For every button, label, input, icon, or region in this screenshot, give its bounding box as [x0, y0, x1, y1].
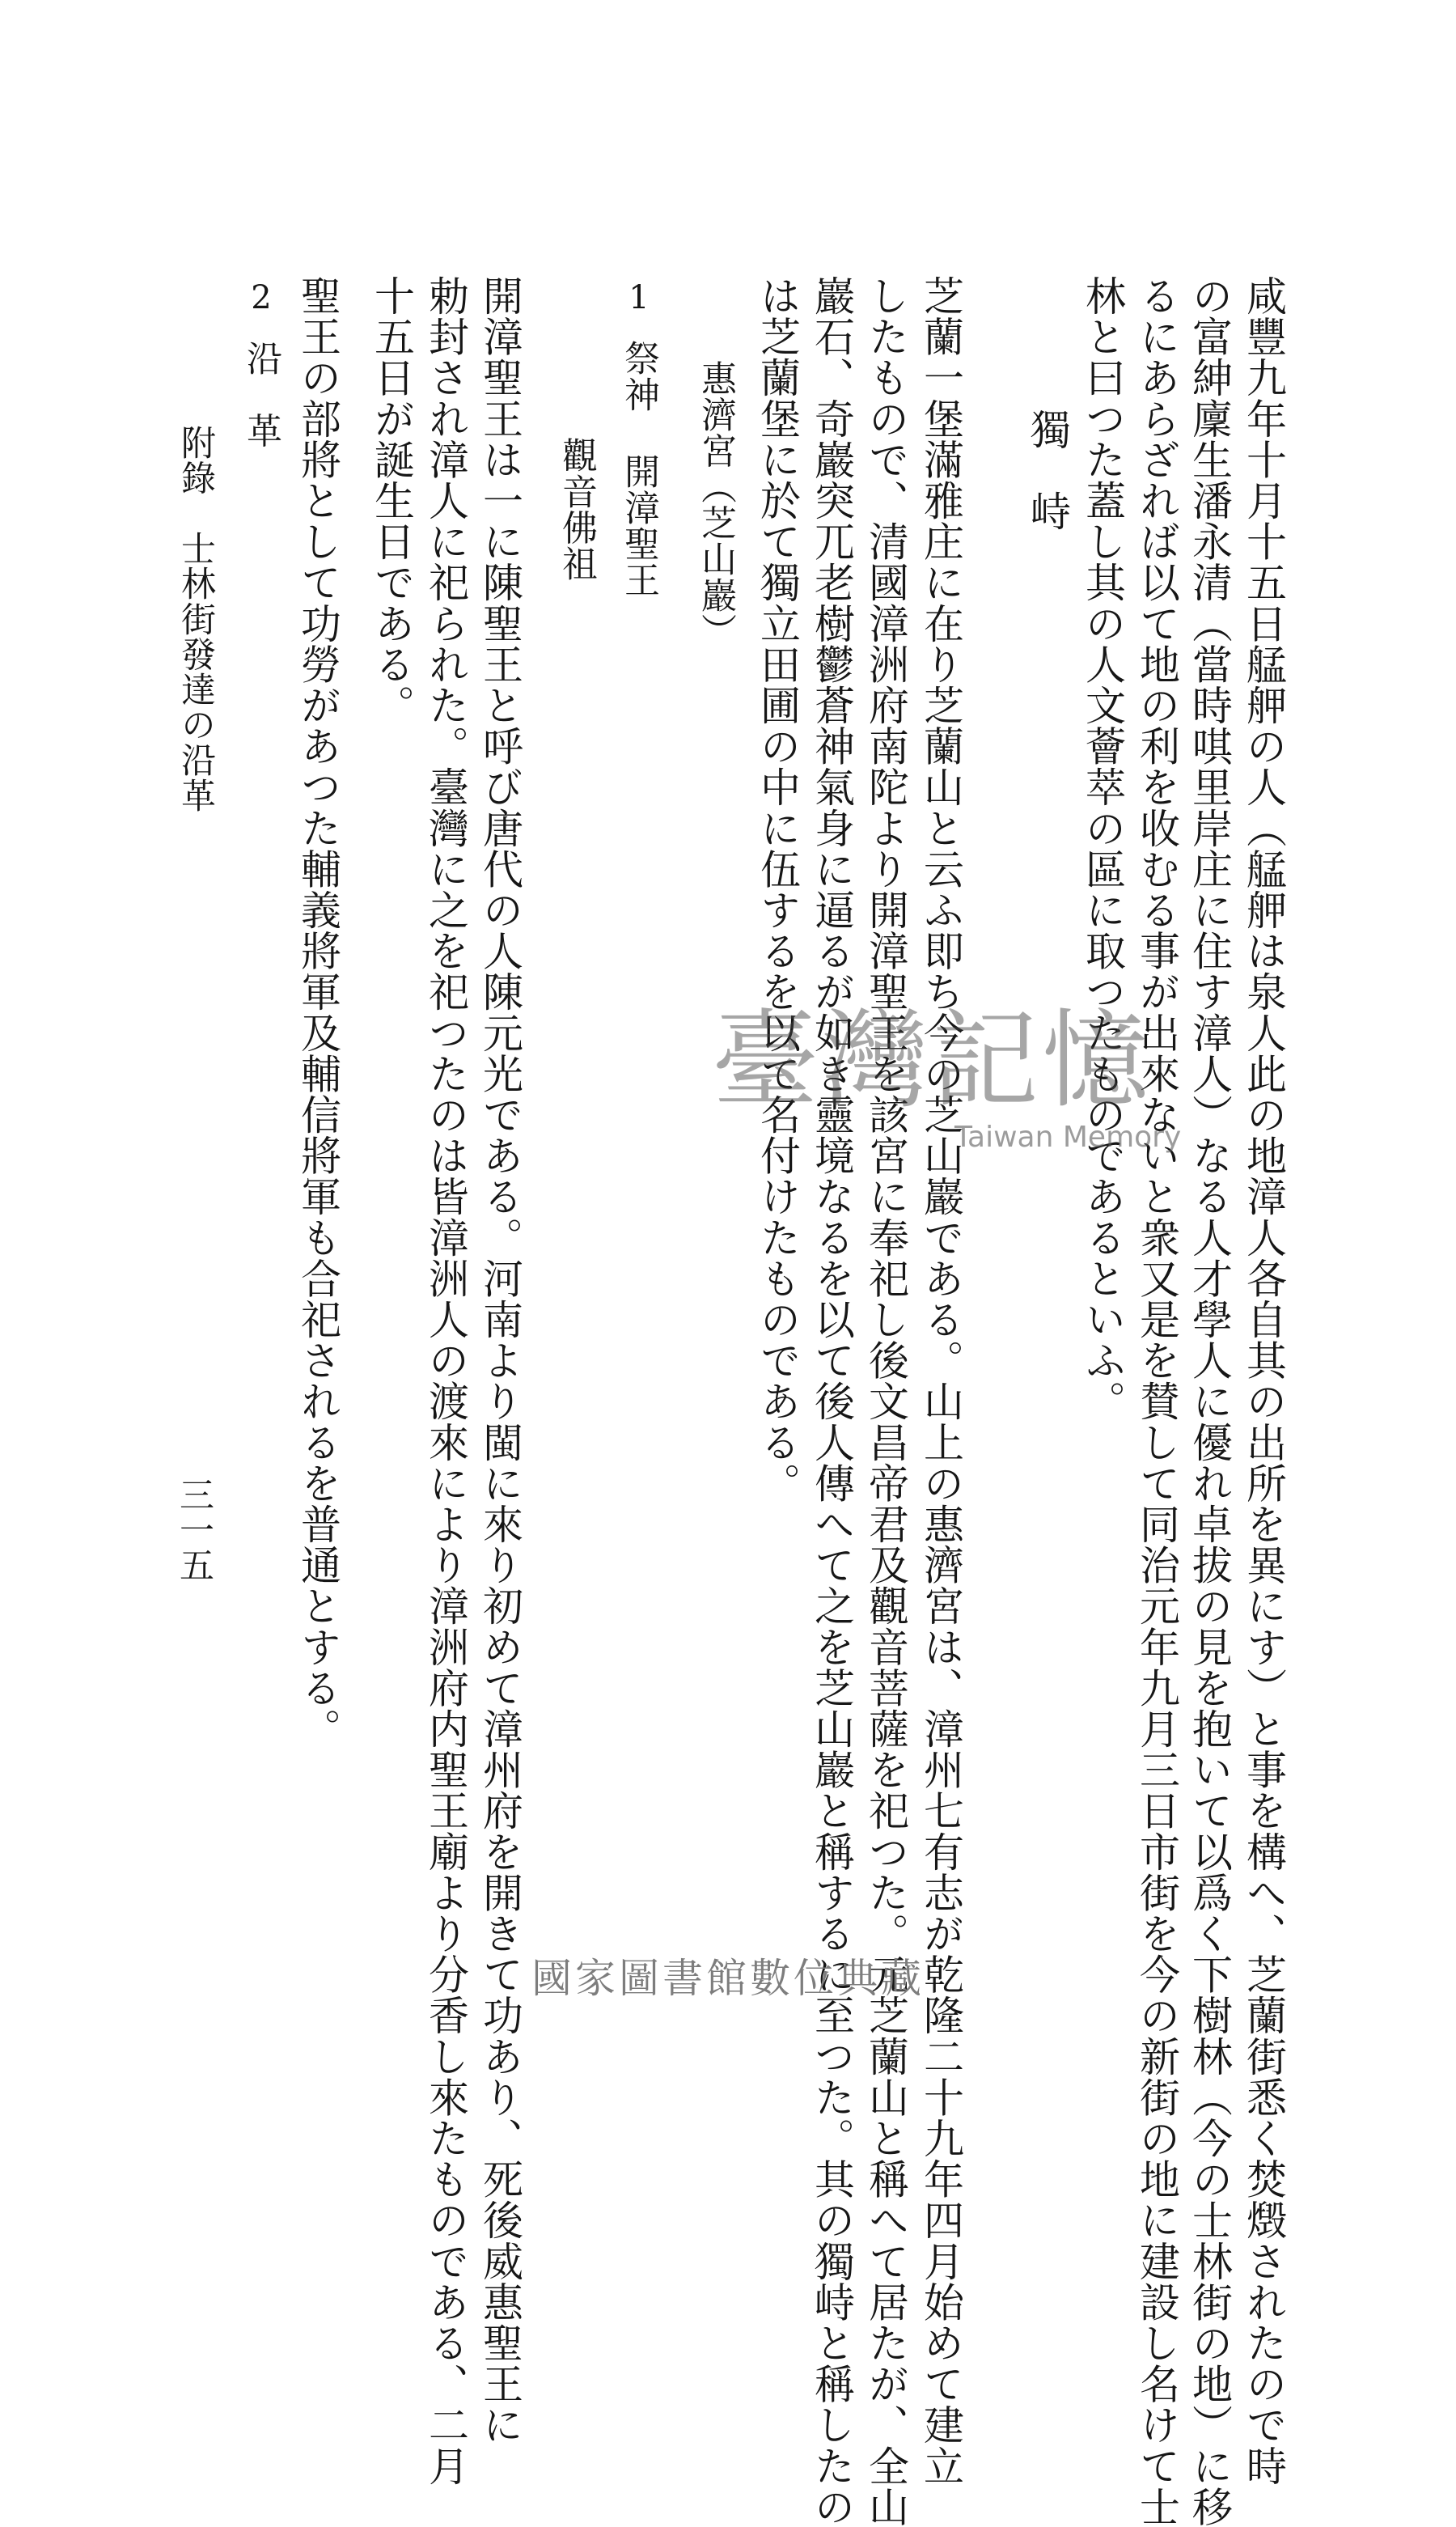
- watermark-subtext: Taiwan Memory: [954, 1121, 1182, 1154]
- page-number: 三一五: [174, 1477, 214, 1583]
- section-heading-dokuji: 獨 峙: [1024, 409, 1071, 532]
- body-line: 巖石、奇巖突兀老樹鬱蒼神氣身に逼るが如き靈境なるを以て後人傳へて之を芝山巖と稱するに至つた。其の獨峙と稱したの: [808, 275, 855, 2527]
- watermark-text: 臺灣記憶: [712, 999, 1152, 1123]
- body-line: の富紳廩生潘永清（當時唭里岸庄に住す漳人）なる人才學人に優れ卓拔の見を抱いて以爲く下樹林（今の士林街の地）に移: [1186, 275, 1233, 2527]
- item-number: 2: [243, 279, 280, 317]
- body-line: 聖王の部將として功勞があつた輔義將軍及輔信將軍も合祀されるを普通とする。: [294, 275, 341, 1749]
- item-label: 沿 革: [240, 340, 281, 448]
- footer-caption: 國家圖書館數位典藏: [531, 1955, 925, 2002]
- body-line: 開漳聖王は一に陳聖王と呼び唐代の人陳元光である。河南より閩に來り初めて漳州府を開きて功あり、死後威惠聖王に: [476, 275, 523, 2445]
- body-line: したもので、清國漳洲府南陀より開漳聖王を該宮に奉祀し後文昌帝君及觀音菩薩を祀つた。元芝蘭山と稱へて居たが、全山: [862, 275, 909, 2527]
- deity-name: 觀音佛祖: [556, 437, 597, 582]
- running-title: 附錄 士林街發達の沿革: [176, 425, 216, 813]
- item-label: 祭神: [618, 340, 659, 413]
- item-number: 1: [620, 279, 658, 317]
- body-line: るにあらざれば以て地の利を收むる事が出來ないと衆又是を賛して同治元年九月三日市街を今の新街の地に建設し名けて士: [1133, 275, 1180, 2527]
- body-line: 勅封され漳人に祀られた。臺灣に之を祀つたのは皆漳洲人の渡來により漳洲府内聖王廟より分香し來たものである、二月: [422, 275, 469, 2487]
- body-line: 芝蘭一堡滿雅庄に在り芝蘭山と云ふ即ち今の芝山巖である。山上の惠濟宮は、漳州七有志が乾隆二十九年四月始めて建立: [917, 275, 964, 2487]
- body-line: 林と曰つた蓋し其の人文薈萃の區に取つたものであるといふ。: [1079, 275, 1126, 1422]
- body-line: は芝蘭堡に於て獨立田圃の中に伍するを以て名付けたものである。: [754, 275, 801, 1503]
- body-line: 咸豐九年十月十五日艋舺の人（艋舺は泉人此の地漳人各自其の出所を異にす）と事を構へ、芝蘭街悉く焚燬されたので時: [1240, 275, 1287, 2487]
- body-line: 十五日が誕生日である。: [368, 275, 415, 726]
- section-heading-temple: 惠濟宮（芝山巖）: [695, 360, 736, 649]
- deity-name: 開漳聖王: [618, 453, 659, 598]
